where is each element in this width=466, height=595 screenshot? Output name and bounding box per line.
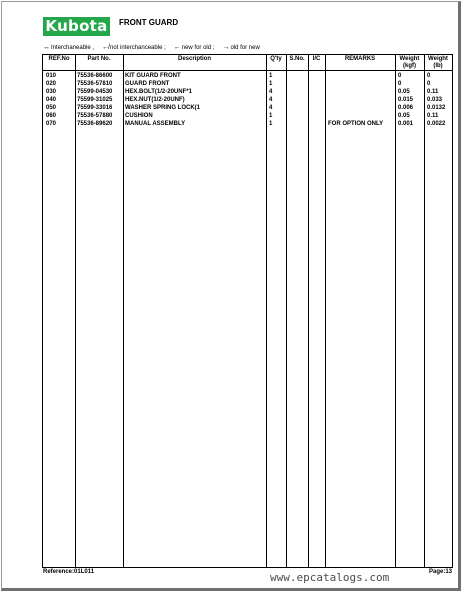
page-number: Page:13 xyxy=(428,569,452,575)
cell-qty: 1 xyxy=(269,113,273,119)
cell-description: KIT GUARD FRONT xyxy=(125,73,181,79)
legend-text: not interchanceable ; xyxy=(110,45,166,51)
header-ic: I/C xyxy=(312,56,321,62)
header-part-no: Part No. xyxy=(87,56,111,62)
legend-item xyxy=(102,44,166,51)
column-divider xyxy=(123,55,124,567)
interchangeability-legend xyxy=(43,44,260,51)
table-row xyxy=(43,112,452,120)
column-divider xyxy=(395,55,396,567)
cell-ref: 020 xyxy=(46,81,57,87)
double-arrow-icon: ↔ xyxy=(43,44,50,51)
cell-ref: 040 xyxy=(46,97,57,103)
column-divider xyxy=(266,55,267,567)
cell-weight-lb: 0.11 xyxy=(427,89,439,95)
table-header xyxy=(43,55,452,71)
cell-part-no: 75536-89620 xyxy=(77,121,113,127)
cell-weight-lb: 0 xyxy=(427,81,431,87)
cell-weight-kgf: 0.001 xyxy=(398,121,414,127)
cell-qty: 1 xyxy=(269,81,273,87)
cell-part-no: 75536-57810 xyxy=(77,81,113,87)
header-weight-lb xyxy=(424,55,452,70)
cell-ref: 070 xyxy=(46,121,57,127)
cell-ref: 030 xyxy=(46,89,57,95)
cell-qty: 1 xyxy=(269,73,273,79)
column-divider xyxy=(325,55,326,567)
cell-qty: 4 xyxy=(269,105,273,111)
column-divider xyxy=(308,55,309,567)
cell-part-no: 75599-31025 xyxy=(77,97,113,103)
table-row xyxy=(43,104,452,112)
column-divider xyxy=(286,55,287,567)
cell-qty: 1 xyxy=(269,121,273,127)
cell-weight-kgf: 0.05 xyxy=(398,89,410,95)
cell-ref: 050 xyxy=(46,105,57,111)
header-weight-label: Weight xyxy=(428,56,448,62)
cell-weight-kgf: 0.05 xyxy=(398,113,410,119)
cell-remarks: FOR OPTION ONLY xyxy=(328,121,384,127)
header-remarks: REMARKS xyxy=(344,56,376,62)
cell-description: CUSHION xyxy=(125,113,153,119)
right-arrow-icon: → xyxy=(222,44,230,51)
table-row xyxy=(43,96,452,104)
cell-weight-lb: 0.0132 xyxy=(427,105,446,111)
cell-description: MANUAL ASSEMBLY xyxy=(125,121,186,127)
legend-text: old for new xyxy=(230,45,260,51)
header-weight-unit: (lb) xyxy=(433,63,443,69)
legend-text: new for old ; xyxy=(181,45,215,51)
kubota-logo: Kubota xyxy=(43,17,110,36)
header-weight-kgf xyxy=(395,55,424,70)
cell-weight-lb: 0 xyxy=(427,73,431,79)
cell-weight-kgf: 0 xyxy=(398,81,402,87)
header-serial-no: S.No. xyxy=(289,56,305,62)
header-weight-label: Weight xyxy=(399,56,420,62)
cell-qty: 4 xyxy=(269,97,273,103)
cell-description: HEX.BOLT(1/2-20UNF*1 xyxy=(125,89,192,95)
column-divider xyxy=(75,55,76,567)
cell-weight-kgf: 0.006 xyxy=(398,105,414,111)
table-row xyxy=(43,72,452,80)
cell-part-no: 75536-57880 xyxy=(77,113,113,119)
legend-text: Interchaneable , xyxy=(51,45,95,51)
cell-qty: 4 xyxy=(269,89,273,95)
cell-ref: 010 xyxy=(46,73,57,79)
table-row xyxy=(43,88,452,96)
cell-part-no: 75599-04530 xyxy=(77,89,113,95)
header-description: Description xyxy=(177,56,211,62)
page-title: FRONT GUARD xyxy=(119,18,179,27)
header-weight-unit: (kgf) xyxy=(403,63,416,69)
cell-weight-lb: 0.0022 xyxy=(427,121,446,127)
cell-description: HEX.NUT(1/2-20UNF) xyxy=(125,97,185,103)
left-arrow-icon: ← xyxy=(173,44,181,51)
legend-item xyxy=(222,44,259,51)
cell-weight-lb: 0.033 xyxy=(427,97,443,103)
column-divider xyxy=(424,55,425,567)
table-row xyxy=(43,80,452,88)
cell-description: WASHER SPRING LOCK(1 xyxy=(125,105,201,111)
reference-code: Reference:01L011 xyxy=(43,569,95,575)
watermark: www.epcatalogs.com xyxy=(270,571,390,584)
cell-part-no: 75599-33016 xyxy=(77,105,113,111)
cell-part-no: 75536-86600 xyxy=(77,73,113,79)
cell-ref: 060 xyxy=(46,113,57,119)
table-row xyxy=(43,120,452,128)
cell-weight-lb: 0.11 xyxy=(427,113,439,119)
cell-weight-kgf: 0 xyxy=(398,73,402,79)
legend-item xyxy=(43,44,94,51)
parts-table xyxy=(42,54,453,568)
header-qty: Q'ty xyxy=(270,56,282,62)
header-ref: REF.No xyxy=(48,56,70,62)
cell-weight-kgf: 0.015 xyxy=(398,97,414,103)
blocked-arrow-icon: ↚ xyxy=(102,44,110,51)
cell-description: GUARD FRONT xyxy=(125,81,170,87)
table-body xyxy=(43,72,452,128)
legend-item xyxy=(174,44,215,51)
